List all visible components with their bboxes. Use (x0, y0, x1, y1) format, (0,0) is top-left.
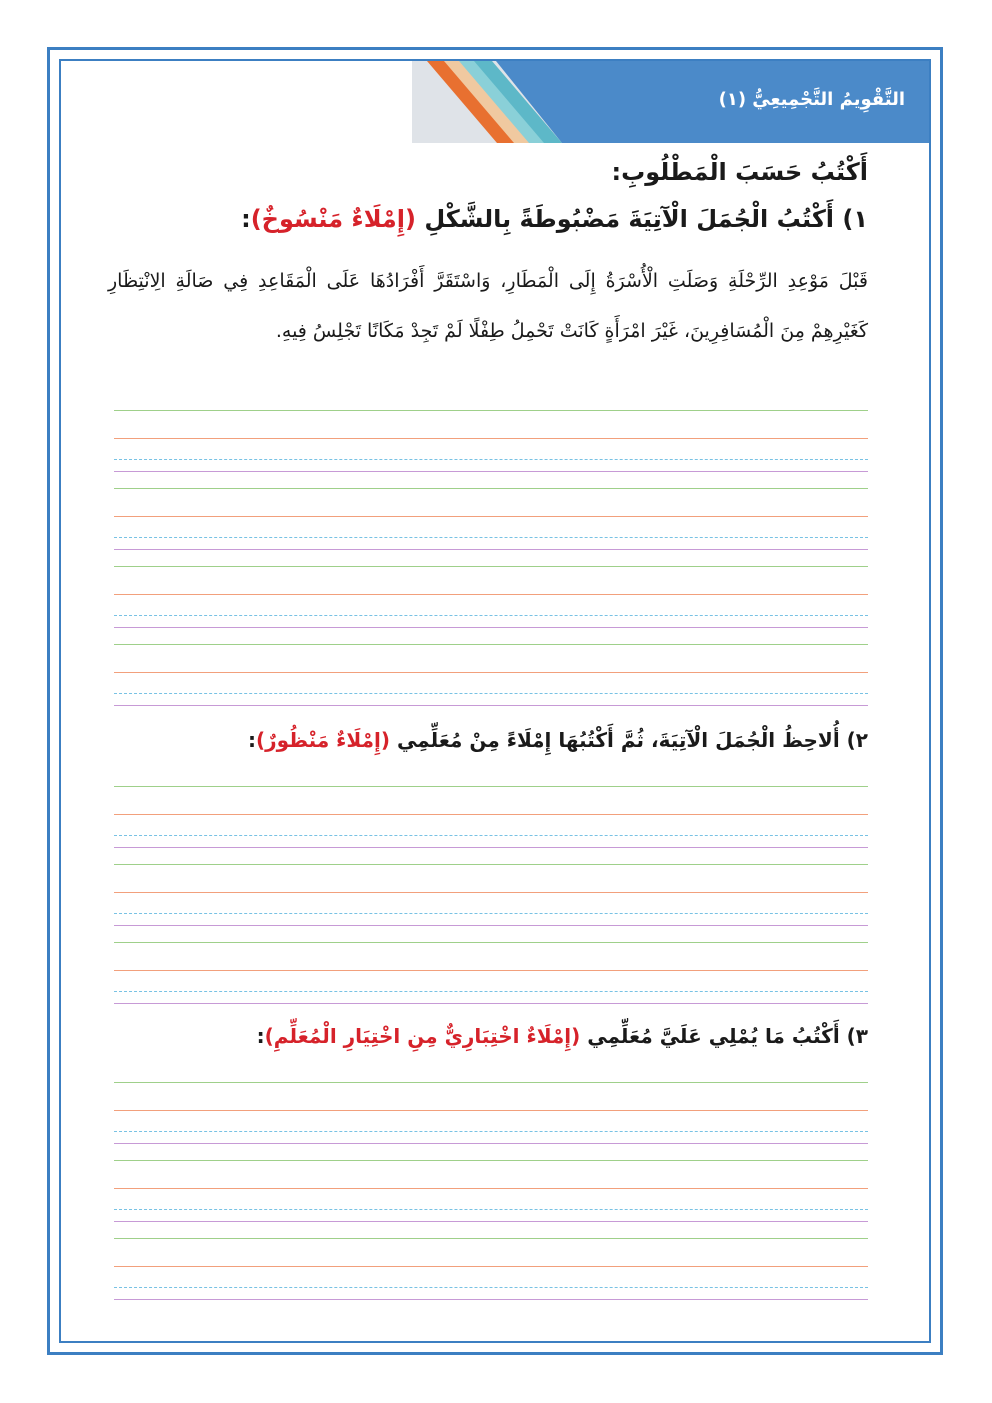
writing-line (114, 1266, 868, 1267)
writing-line (114, 672, 868, 673)
writing-line (114, 970, 868, 971)
question-3-number: ٣) (846, 1024, 868, 1048)
writing-line (114, 1003, 868, 1004)
header-banner (412, 61, 929, 143)
question-1 (241, 205, 868, 233)
writing-line (114, 594, 868, 595)
writing-line (114, 913, 868, 914)
writing-line (114, 488, 868, 489)
writing-line (114, 615, 868, 616)
writing-lines-section-3[interactable] (114, 1082, 868, 1316)
question-1-text: أَكْتُبُ الْجُمَلَ الْآتِيَةَ مَضْبُوطَةً بِالشَّكْلِ (424, 205, 835, 233)
writing-line (114, 471, 868, 472)
writing-line (114, 549, 868, 550)
question-2-suffix: : (247, 728, 256, 752)
writing-line (114, 814, 868, 815)
page-title: التَّقْوِيمُ التَّجْمِيعِيُّ (١) (718, 89, 905, 110)
writing-line (114, 537, 868, 538)
main-instruction: أَكْتُبُ حَسَبَ الْمَطْلُوبِ: (611, 158, 868, 186)
writing-line (114, 627, 868, 628)
writing-line (114, 991, 868, 992)
question-2 (248, 728, 868, 752)
writing-line (114, 1110, 868, 1111)
writing-lines-section-2[interactable] (114, 786, 868, 1020)
writing-line (114, 1131, 868, 1132)
writing-line (114, 1082, 868, 1083)
question-1-suffix: : (241, 205, 251, 233)
writing-line (114, 925, 868, 926)
writing-line (114, 459, 868, 460)
writing-line (114, 1160, 868, 1161)
question-1-highlight: (إِمْلَاءٌ مَنْسُوخٌ) (250, 205, 416, 233)
writing-line (114, 1209, 868, 1210)
writing-line (114, 410, 868, 411)
writing-line (114, 566, 868, 567)
question-3 (257, 1024, 868, 1048)
writing-line (114, 1238, 868, 1239)
writing-line (114, 438, 868, 439)
writing-line (114, 1287, 868, 1288)
writing-line (114, 1221, 868, 1222)
writing-line (114, 1143, 868, 1144)
question-2-text: أُلاحِظُ الْجُمَلَ الْآتِيَةَ، ثُمَّ أَكْتُبُهَا إِمْلَاءً مِنْ مُعَلِّمِي (396, 728, 840, 752)
writing-line (114, 1188, 868, 1189)
writing-line (114, 516, 868, 517)
writing-lines-section-1[interactable] (114, 410, 868, 722)
question-3-highlight: (إِمْلَاءٌ اخْتِبَارِيٌّ مِنِ اخْتِيَارِ الْمُعَلِّمِ) (264, 1024, 581, 1048)
writing-line (114, 705, 868, 706)
writing-line (114, 644, 868, 645)
question-2-highlight: (إِمْلَاءٌ مَنْظُورٌ) (255, 728, 390, 752)
writing-line (114, 835, 868, 836)
writing-line (114, 786, 868, 787)
question-3-text: أَكْتُبُ مَا يُمْلِي عَلَيَّ مُعَلِّمِي (587, 1024, 840, 1048)
passage-text: قَبْلَ مَوْعِدِ الرِّحْلَةِ وَصَلَتِ الْأُسْرَةُ إِلَى الْمَطَارِ، وَاسْتَقَرَّ أَفْرَادُهَا عَلَى الْمَقَاعِدِ فِي صَالَةِ الِانْتِظَارِ كَغَيْرِهِمْ مِنَ الْمُسَافِرِينَ، غَيْرَ امْرَأَةٍ كَانَتْ تَحْمِلُ طِفْلًا لَمْ تَجِدْ مَكَانًا تَجْلِسُ فِيهِ. (108, 270, 868, 342)
question-2-number: ٢) (846, 728, 868, 752)
question-3-suffix: : (256, 1024, 265, 1048)
writing-line (114, 693, 868, 694)
writing-line (114, 892, 868, 893)
writing-line (114, 1299, 868, 1300)
writing-line (114, 847, 868, 848)
writing-line (114, 864, 868, 865)
question-1-number: ١) (842, 205, 868, 233)
writing-line (114, 942, 868, 943)
